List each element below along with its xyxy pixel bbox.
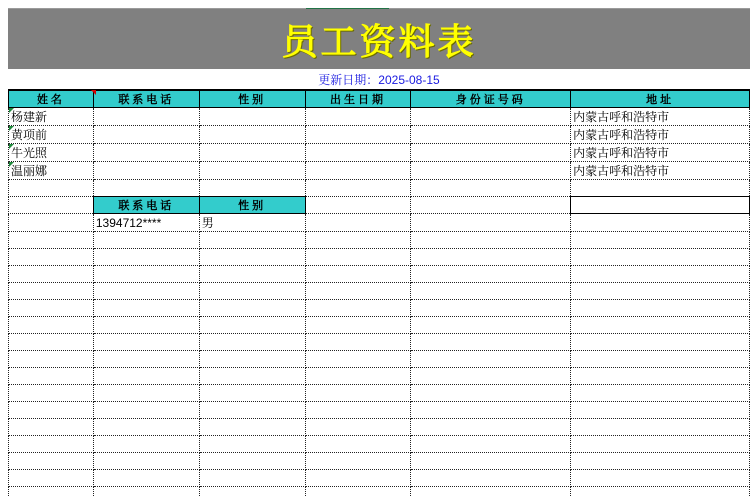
- cell[interactable]: [9, 402, 94, 419]
- cell[interactable]: [571, 249, 750, 266]
- cell[interactable]: [305, 214, 411, 232]
- cell[interactable]: [571, 232, 750, 249]
- cell[interactable]: [199, 419, 305, 436]
- empty-row: [9, 317, 750, 334]
- cell[interactable]: [9, 470, 94, 487]
- lookup-header-gender[interactable]: 性别: [199, 197, 305, 214]
- gender-cell[interactable]: [199, 144, 305, 162]
- sheet-title: 员工资料表: [281, 21, 477, 63]
- cell[interactable]: [305, 487, 411, 497]
- cell[interactable]: [411, 197, 571, 214]
- cell[interactable]: [93, 334, 199, 351]
- cell[interactable]: [411, 470, 571, 487]
- cell[interactable]: [93, 487, 199, 497]
- spreadsheet: [8, 8, 750, 496]
- cell[interactable]: [411, 334, 571, 351]
- cell[interactable]: [571, 470, 750, 487]
- empty-row: [9, 232, 750, 249]
- cell[interactable]: [199, 385, 305, 402]
- cell[interactable]: [9, 436, 94, 453]
- cell[interactable]: [571, 180, 750, 197]
- cell[interactable]: [305, 402, 411, 419]
- cell[interactable]: [305, 197, 411, 214]
- gender-cell[interactable]: [199, 126, 305, 144]
- update-date-cell[interactable]: [8, 69, 750, 90]
- cell[interactable]: [571, 453, 750, 470]
- birth-cell[interactable]: [305, 144, 411, 162]
- cell[interactable]: [199, 283, 305, 300]
- cell[interactable]: [571, 487, 750, 497]
- cell[interactable]: [93, 266, 199, 283]
- cell[interactable]: [199, 351, 305, 368]
- cell[interactable]: [305, 300, 411, 317]
- header-row: [9, 91, 750, 108]
- table-row: [9, 180, 750, 197]
- phone-cell[interactable]: [93, 108, 199, 126]
- cell[interactable]: [93, 249, 199, 266]
- cell[interactable]: [411, 232, 571, 249]
- cell[interactable]: [571, 317, 750, 334]
- name-cell[interactable]: [9, 162, 94, 180]
- cell[interactable]: [411, 317, 571, 334]
- employee-name: 温丽娜: [11, 164, 48, 178]
- cell[interactable]: [9, 300, 94, 317]
- table-row: [9, 108, 750, 126]
- cell[interactable]: [9, 283, 94, 300]
- cell[interactable]: [305, 232, 411, 249]
- empty-row: [9, 266, 750, 283]
- cell[interactable]: [9, 180, 94, 197]
- cell[interactable]: [571, 402, 750, 419]
- id-number-cell[interactable]: [411, 126, 571, 144]
- cell[interactable]: [199, 317, 305, 334]
- lookup-value-row: [9, 214, 750, 232]
- table-row: [9, 144, 750, 162]
- phone-cell[interactable]: [93, 144, 199, 162]
- cell[interactable]: [199, 180, 305, 197]
- employee-name: 杨建新: [11, 110, 48, 124]
- birth-cell[interactable]: [305, 108, 411, 126]
- address-cell[interactable]: 内蒙古呼和浩特市: [571, 108, 750, 126]
- cell[interactable]: [199, 300, 305, 317]
- cell[interactable]: [9, 487, 94, 497]
- cell[interactable]: [305, 351, 411, 368]
- cell[interactable]: [305, 266, 411, 283]
- cell[interactable]: [305, 317, 411, 334]
- cell[interactable]: [9, 368, 94, 385]
- data-grid: [8, 90, 750, 496]
- birth-cell[interactable]: [305, 126, 411, 144]
- cell[interactable]: [571, 419, 750, 436]
- empty-row: [9, 385, 750, 402]
- header-birth-date[interactable]: 出生日期: [305, 91, 411, 108]
- header-id-number[interactable]: 身份证号码: [411, 91, 571, 108]
- cell[interactable]: [571, 351, 750, 368]
- cell[interactable]: [93, 232, 199, 249]
- cell[interactable]: [571, 385, 750, 402]
- gender-cell[interactable]: [199, 162, 305, 180]
- employee-name: 黄项前: [11, 128, 48, 142]
- cell[interactable]: [199, 487, 305, 497]
- name-cell[interactable]: [9, 126, 94, 144]
- cell[interactable]: [9, 385, 94, 402]
- cell[interactable]: [411, 180, 571, 197]
- table-row: [9, 162, 750, 180]
- cell[interactable]: [305, 453, 411, 470]
- cell[interactable]: [571, 197, 750, 214]
- empty-row: [9, 453, 750, 470]
- cell[interactable]: [199, 249, 305, 266]
- cell[interactable]: [411, 487, 571, 497]
- address-cell[interactable]: 内蒙古呼和浩特市: [571, 126, 750, 144]
- cell[interactable]: [9, 317, 94, 334]
- empty-row: [9, 249, 750, 266]
- phone-cell[interactable]: [93, 162, 199, 180]
- lookup-phone-cell[interactable]: 1394712****: [93, 214, 199, 232]
- address-cell[interactable]: 内蒙古呼和浩特市: [571, 162, 750, 180]
- error-indicator-icon: [9, 126, 14, 131]
- cell[interactable]: [305, 249, 411, 266]
- cell[interactable]: [199, 402, 305, 419]
- name-cell[interactable]: [9, 108, 94, 126]
- lookup-header-row: [9, 197, 750, 214]
- lookup-gender-cell[interactable]: 男: [199, 214, 305, 232]
- cell[interactable]: [411, 300, 571, 317]
- cell[interactable]: [93, 180, 199, 197]
- cell[interactable]: [93, 436, 199, 453]
- cell[interactable]: [411, 368, 571, 385]
- cell[interactable]: [9, 197, 94, 214]
- cell[interactable]: [9, 266, 94, 283]
- cell[interactable]: [199, 368, 305, 385]
- cell[interactable]: [411, 453, 571, 470]
- empty-row: [9, 402, 750, 419]
- cell[interactable]: [305, 419, 411, 436]
- header-gender[interactable]: 性别: [199, 91, 305, 108]
- cell[interactable]: [411, 351, 571, 368]
- cell[interactable]: [411, 266, 571, 283]
- empty-row: [9, 436, 750, 453]
- cell[interactable]: [9, 419, 94, 436]
- cell[interactable]: [305, 436, 411, 453]
- cell[interactable]: [305, 334, 411, 351]
- birth-cell[interactable]: [305, 162, 411, 180]
- cell[interactable]: [305, 385, 411, 402]
- cell[interactable]: [571, 300, 750, 317]
- cell[interactable]: [411, 419, 571, 436]
- cell[interactable]: [199, 453, 305, 470]
- address-cell[interactable]: 内蒙古呼和浩特市: [571, 144, 750, 162]
- empty-row: [9, 334, 750, 351]
- phone-cell[interactable]: [93, 126, 199, 144]
- cell[interactable]: [305, 470, 411, 487]
- empty-row: [9, 368, 750, 385]
- cell[interactable]: [93, 283, 199, 300]
- cell[interactable]: [93, 300, 199, 317]
- cell[interactable]: [199, 232, 305, 249]
- update-date: 更新日期：2025-08-15: [318, 72, 440, 87]
- cell[interactable]: [199, 436, 305, 453]
- lookup-header-phone[interactable]: 联系电话: [93, 197, 199, 214]
- error-indicator-icon: [9, 108, 14, 113]
- cell[interactable]: [305, 283, 411, 300]
- cell[interactable]: [93, 470, 199, 487]
- empty-row: [9, 487, 750, 497]
- cell[interactable]: [571, 214, 750, 232]
- cell[interactable]: [199, 470, 305, 487]
- cell[interactable]: [9, 249, 94, 266]
- cell[interactable]: [411, 283, 571, 300]
- name-cell[interactable]: [9, 144, 94, 162]
- error-indicator-icon: [9, 144, 14, 149]
- empty-row: [9, 351, 750, 368]
- cell[interactable]: [305, 180, 411, 197]
- cell[interactable]: [571, 266, 750, 283]
- empty-row: [9, 470, 750, 487]
- cell[interactable]: [411, 436, 571, 453]
- title-cell[interactable]: [8, 9, 750, 69]
- cell[interactable]: [93, 385, 199, 402]
- cell[interactable]: [93, 419, 199, 436]
- cell[interactable]: [571, 368, 750, 385]
- employee-name: 牛光照: [11, 146, 48, 160]
- cell[interactable]: [571, 436, 750, 453]
- cell[interactable]: [411, 214, 571, 232]
- cell[interactable]: [9, 232, 94, 249]
- empty-row: [9, 300, 750, 317]
- empty-row: [9, 283, 750, 300]
- id-number-cell[interactable]: [411, 162, 571, 180]
- empty-row: [9, 419, 750, 436]
- cell[interactable]: [93, 453, 199, 470]
- comment-indicator-icon: [91, 90, 96, 95]
- cell[interactable]: [571, 283, 750, 300]
- cell[interactable]: [411, 385, 571, 402]
- cell[interactable]: [411, 249, 571, 266]
- cell[interactable]: [411, 402, 571, 419]
- cell[interactable]: [9, 453, 94, 470]
- cell[interactable]: [9, 214, 94, 232]
- gender-cell[interactable]: [199, 108, 305, 126]
- id-number-cell[interactable]: [411, 144, 571, 162]
- cell[interactable]: [93, 317, 199, 334]
- id-number-cell[interactable]: [411, 108, 571, 126]
- cell[interactable]: [571, 334, 750, 351]
- error-indicator-icon: [9, 162, 14, 167]
- header-phone[interactable]: 联系电话: [93, 91, 199, 108]
- cell[interactable]: [199, 334, 305, 351]
- cell[interactable]: [9, 334, 94, 351]
- cell[interactable]: [93, 351, 199, 368]
- cell[interactable]: [305, 368, 411, 385]
- cell[interactable]: [9, 351, 94, 368]
- cell[interactable]: [93, 402, 199, 419]
- header-address[interactable]: 地址: [571, 91, 750, 108]
- cell[interactable]: [93, 368, 199, 385]
- cell[interactable]: [199, 266, 305, 283]
- header-name[interactable]: 姓名: [9, 91, 94, 108]
- table-row: [9, 126, 750, 144]
